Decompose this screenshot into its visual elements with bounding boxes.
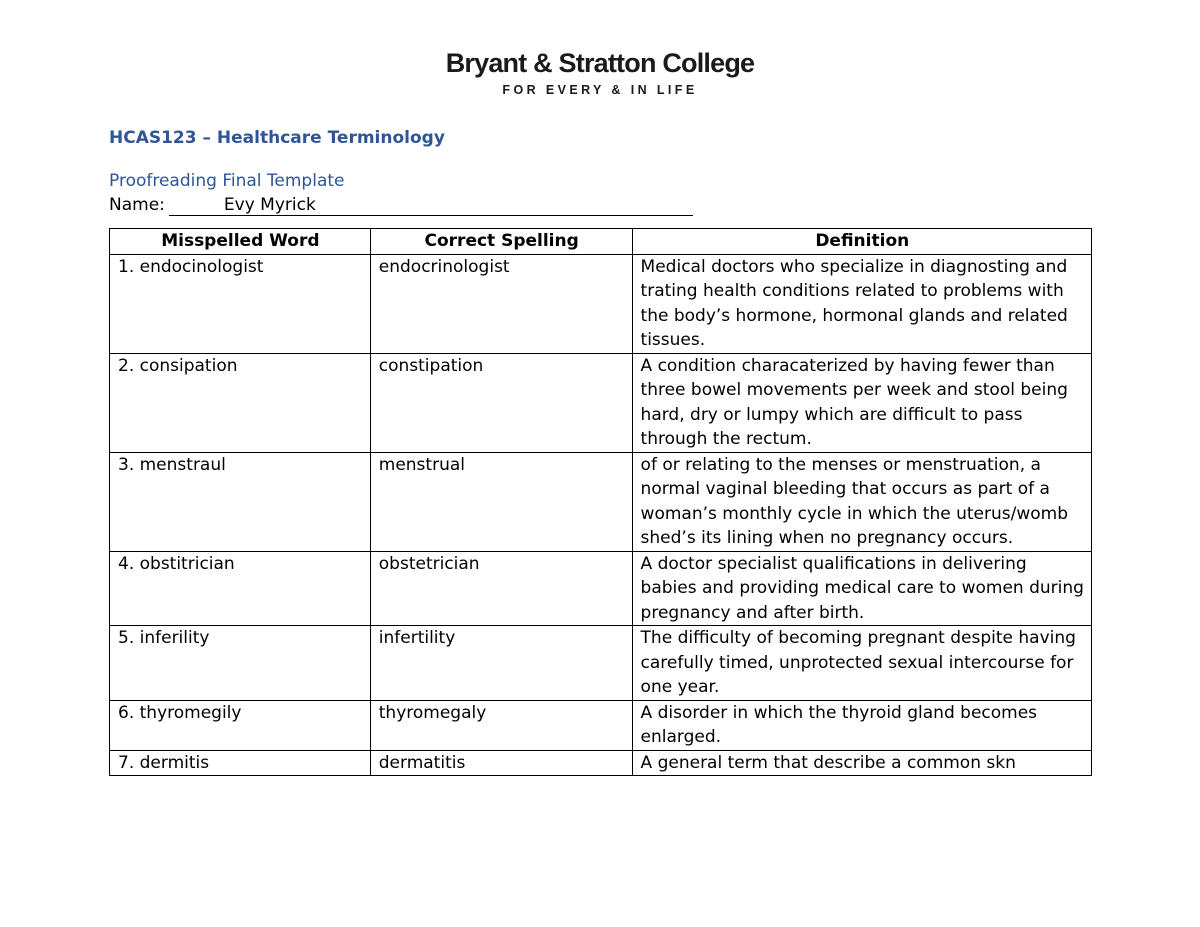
correct-cell: menstrual <box>370 452 632 551</box>
misspelled-cell: 4. obstitrician <box>110 551 371 626</box>
logo-tagline: FOR EVERY & IN LIFE <box>502 83 698 97</box>
table-row <box>110 452 1092 551</box>
correct-cell: constipation <box>370 353 632 452</box>
correct-cell: infertility <box>370 626 632 701</box>
terminology-table <box>109 228 1092 776</box>
name-label: Name: <box>109 195 165 215</box>
definition-cell: Medical doctors who specialize in diagnosting and trating health conditions related to problems with the body’s hormone, hormonal glands and related tissues. <box>632 254 1091 353</box>
definition-cell: A condition characaterized by having fewer than three bowel movements per week and stool being hard, dry or lumpy which are difficult to pass through the rectum. <box>632 353 1091 452</box>
header-definition: Definition <box>632 229 1091 255</box>
definition-cell: The difficulty of becoming pregnant despite having carefully timed, unprotected sexual intercourse for one year. <box>632 626 1091 701</box>
template-title: Proofreading Final Template <box>109 171 345 191</box>
table-row <box>110 750 1092 776</box>
header-correct-spelling: Correct Spelling <box>370 229 632 255</box>
table-row <box>110 626 1092 701</box>
definition-cell: of or relating to the menses or menstruation, a normal vaginal bleeding that occurs as part of a woman’s monthly cycle in which the uterus/womb shed’s its lining when no pregnancy occurs. <box>632 452 1091 551</box>
misspelled-cell: 6. thyromegily <box>110 700 371 750</box>
name-value: Evy Myrick <box>169 195 693 216</box>
definition-cell: A disorder in which the thyroid gland becomes enlarged. <box>632 700 1091 750</box>
header-misspelled-word: Misspelled Word <box>110 229 371 255</box>
college-logo <box>0 46 1200 98</box>
misspelled-cell: 5. inferility <box>110 626 371 701</box>
table-header-row <box>110 229 1092 255</box>
course-title: HCAS123 – Healthcare Terminology <box>109 128 445 148</box>
misspelled-cell: 1. endocinologist <box>110 254 371 353</box>
table-row <box>110 254 1092 353</box>
table-row <box>110 353 1092 452</box>
definition-cell: A general term that describe a common skn <box>632 750 1091 776</box>
name-line <box>109 194 693 216</box>
logo-name: Bryant & Stratton College <box>445 48 755 78</box>
correct-cell: endocrinologist <box>370 254 632 353</box>
definition-cell: A doctor specialist qualifications in delivering babies and providing medical care to women during pregnancy and after birth. <box>632 551 1091 626</box>
misspelled-cell: 2. consipation <box>110 353 371 452</box>
misspelled-cell: 3. menstraul <box>110 452 371 551</box>
misspelled-cell: 7. dermitis <box>110 750 371 776</box>
correct-cell: obstetrician <box>370 551 632 626</box>
correct-cell: thyromegaly <box>370 700 632 750</box>
correct-cell: dermatitis <box>370 750 632 776</box>
table-row <box>110 551 1092 626</box>
table-row <box>110 700 1092 750</box>
